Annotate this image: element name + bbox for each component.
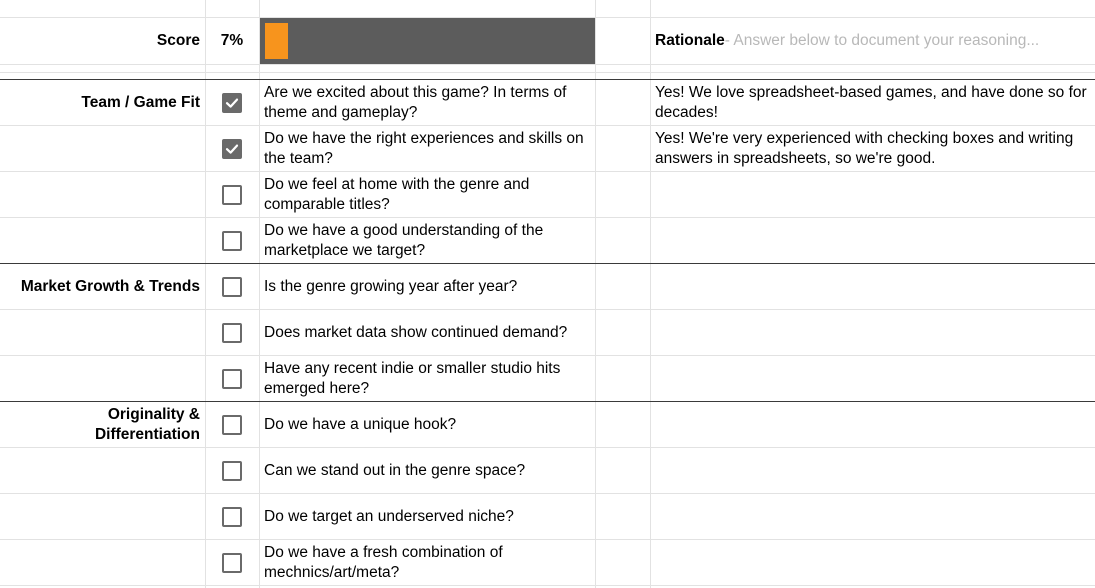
checkbox-cell [205,172,259,217]
checkbox-unchecked[interactable] [222,185,242,205]
checklist-row [0,218,1095,263]
question-text: Do we have a fresh combination of mechnics/art/meta? [264,543,503,581]
category-label [0,310,205,355]
row-divider [0,64,1095,65]
rationale-hint: - Answer below to document your reasoning... [724,32,1040,49]
rationale-cell[interactable] [650,540,1095,585]
row-divider [0,72,1095,73]
checklist-row [0,356,1095,401]
category-label [0,448,205,493]
category-label [0,540,205,585]
category-label [0,356,205,401]
checkmark-icon [225,142,239,156]
score-progress-bar [260,18,595,64]
checkbox-cell [205,80,259,125]
checklist-row [0,310,1095,355]
checkbox-checked[interactable] [222,139,242,159]
question-text: Can we stand out in the genre space? [264,461,526,479]
category-label: Originality & Differentiation [94,405,200,443]
checkbox-unchecked[interactable] [222,507,242,527]
checkbox-unchecked[interactable] [222,461,242,481]
checklist-row [0,540,1095,585]
question-text: Does market data show continued demand? [264,323,568,341]
question-text: Do we have a unique hook? [264,415,457,433]
question-text: Do we feel at home with the genre and comparable titles? [264,175,530,213]
checkbox-cell [205,310,259,355]
question-text: Is the genre growing year after year? [264,277,518,295]
rationale-title: Rationale [655,32,725,49]
checklist-row [0,172,1095,217]
category-label [0,172,205,217]
checkbox-unchecked[interactable] [222,369,242,389]
checkbox-cell [205,356,259,401]
question-text: Do we have a good understanding of the marketplace we target? [264,221,544,259]
rationale-cell[interactable]: Yes! We're very experienced with checking boxes and writing answers in spreadsheets, so we're good. [655,129,1074,167]
score-label: Score [156,32,200,49]
rationale-header [650,18,1039,64]
checkbox-cell [205,494,259,539]
checkbox-unchecked[interactable] [222,231,242,251]
checkbox-cell [205,448,259,493]
question-text: Do we target an underserved niche? [264,507,514,525]
rationale-cell[interactable] [650,356,1095,401]
score-percent: 7% [220,32,244,49]
question-text: Do we have the right experiences and skills on the team? [264,129,584,167]
checkbox-cell [205,402,259,447]
category-label: Team / Game Fit [81,93,200,111]
checkbox-cell [205,126,259,171]
checklist-row [0,80,1095,125]
rationale-cell[interactable] [650,448,1095,493]
category-label [0,218,205,263]
rationale-cell[interactable] [650,264,1095,309]
score-progress-fill [265,23,288,59]
rationale-cell[interactable] [650,310,1095,355]
checklist-row [0,448,1095,493]
row-divider [0,585,1095,586]
category-label [0,494,205,539]
checkbox-cell [205,218,259,263]
rationale-cell[interactable] [650,494,1095,539]
checkbox-unchecked[interactable] [222,415,242,435]
rationale-cell[interactable]: Yes! We love spreadsheet-based games, and have done so for decades! [655,83,1087,121]
checkbox-checked[interactable] [222,93,242,113]
checkbox-unchecked[interactable] [222,553,242,573]
checkbox-cell [205,540,259,585]
checklist-row [0,402,1095,447]
rationale-cell[interactable] [650,172,1095,217]
question-text: Have any recent indie or smaller studio hits emerged here? [264,359,561,397]
checklist-row [0,264,1095,309]
checklist-row [0,494,1095,539]
checklist-row [0,126,1095,171]
category-label: Market Growth & Trends [20,277,200,295]
checkbox-unchecked[interactable] [222,323,242,343]
checkbox-cell [205,264,259,309]
checkbox-unchecked[interactable] [222,277,242,297]
checkmark-icon [225,96,239,110]
question-text: Are we excited about this game? In terms of theme and gameplay? [264,83,567,121]
rationale-cell[interactable] [650,402,1095,447]
rationale-cell[interactable] [650,218,1095,263]
category-label [0,126,205,171]
